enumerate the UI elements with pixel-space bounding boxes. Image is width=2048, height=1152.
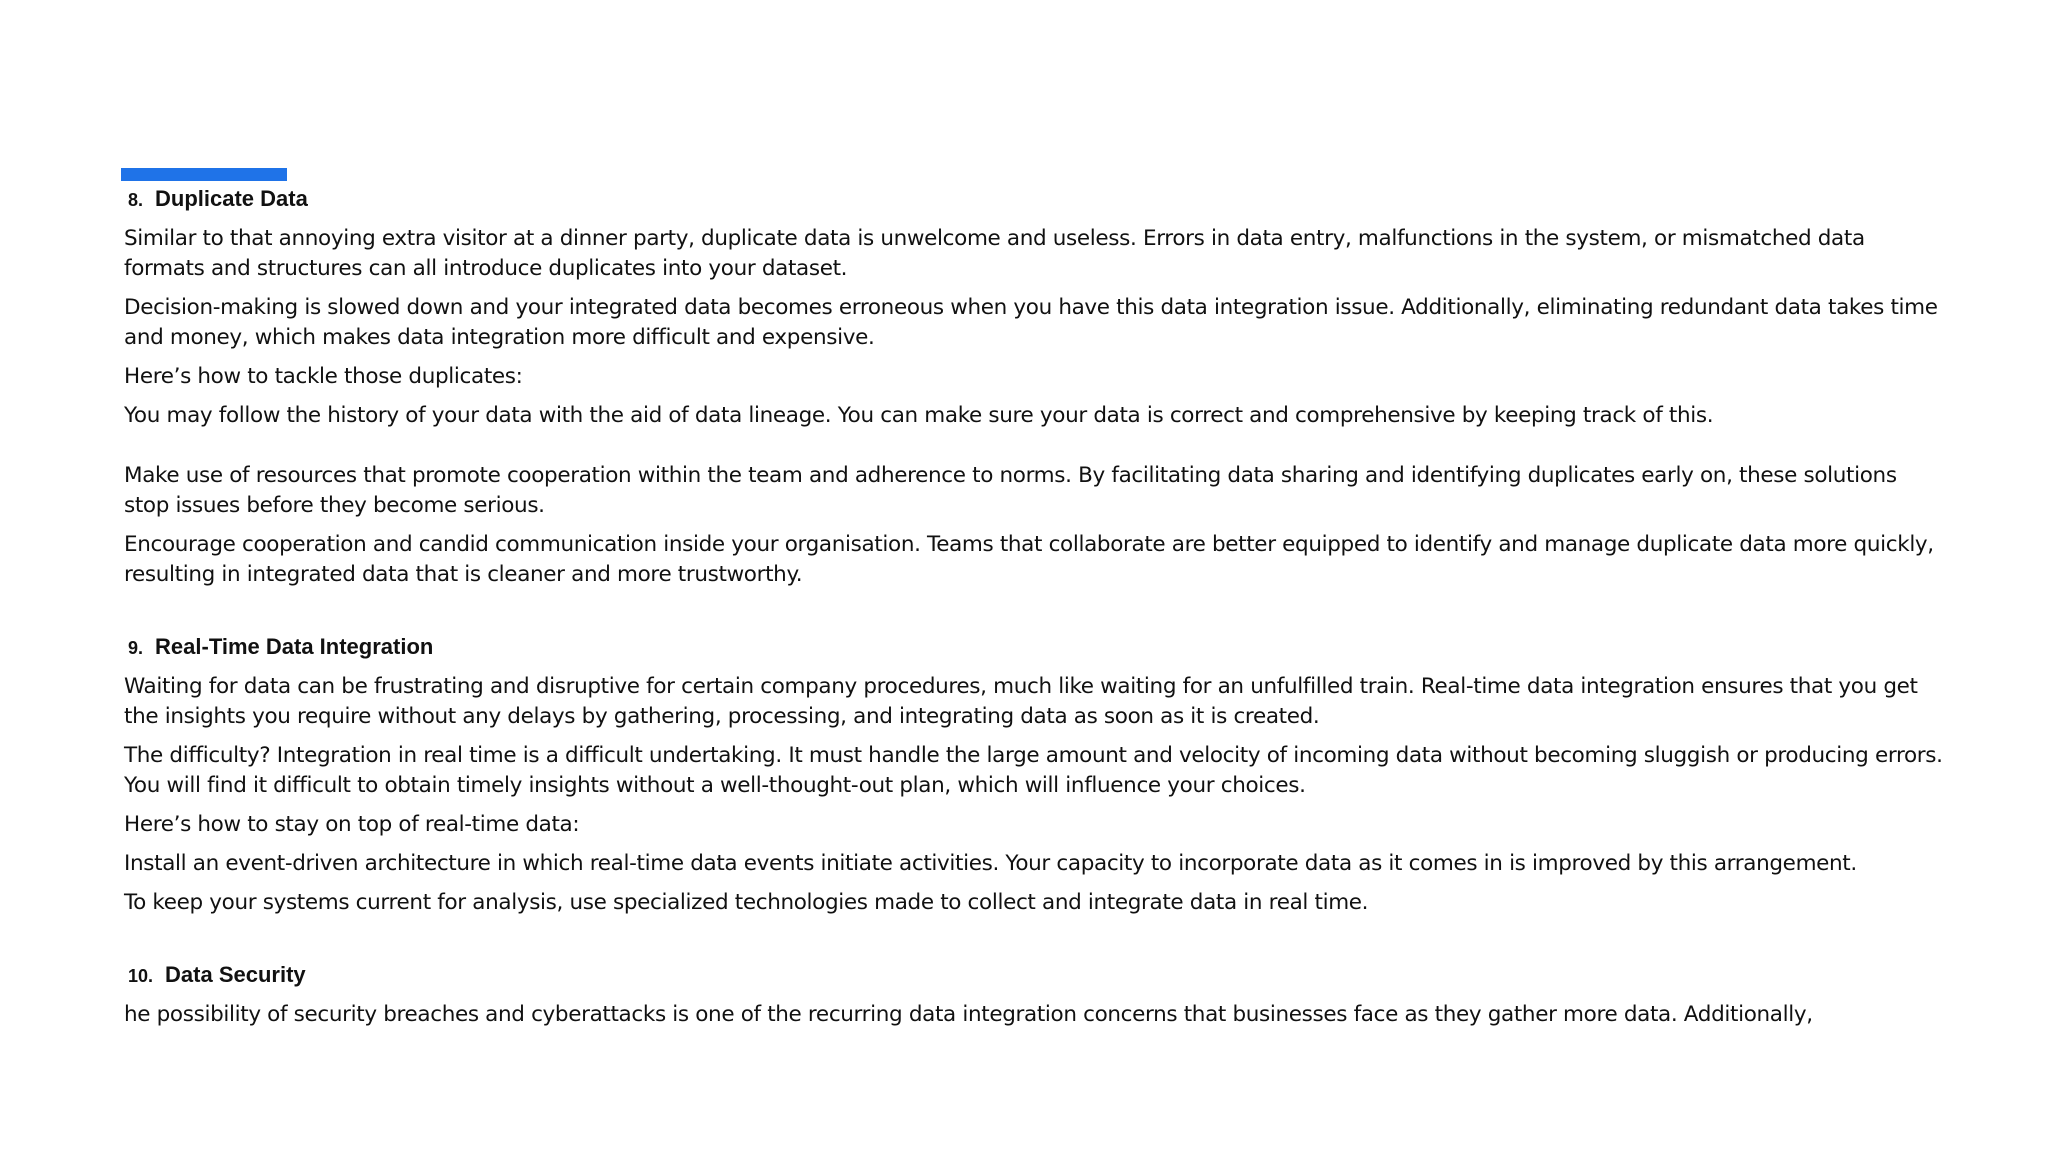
section-heading	[128, 634, 1944, 660]
paragraph: Similar to that annoying extra visitor at a dinner party, duplicate data is unwelcome and useless. Errors in data entry, malfunctions in the system, or mismatched data formats and structures can all introduce duplicates into your dataset.	[124, 226, 1865, 281]
paragraph: To keep your systems current for analysis, use specialized technologies made to collect and integrate data in real time.	[124, 890, 1369, 915]
accent-bar	[121, 168, 287, 181]
paragraph: Here’s how to stay on top of real-time data:	[124, 812, 580, 837]
section-title: Real-Time Data Integration	[155, 634, 434, 659]
paragraph: he possibility of security breaches and cyberattacks is one of the recurring data integration concerns that businesses face as they gather more data. Additionally,	[124, 1002, 1813, 1027]
section-number: 10.	[128, 966, 154, 986]
paragraph: Encourage cooperation and candid communication inside your organisation. Teams that collaborate are better equipped to identify and manage duplicate data more quickly, resulting in integrated data that is cleaner and more trustworthy.	[124, 532, 1934, 587]
article-content	[124, 186, 1944, 1039]
section-duplicate-data	[124, 186, 1944, 590]
section-real-time-data-integration	[124, 634, 1944, 918]
section-heading	[128, 186, 1944, 212]
section-number: 9.	[128, 638, 144, 658]
paragraph: Make use of resources that promote cooperation within the team and adherence to norms. By facilitating data sharing and identifying duplicates early on, these solutions stop issues before they become serious.	[124, 463, 1897, 518]
paragraph: Here’s how to tackle those duplicates:	[124, 364, 523, 389]
section-title: Duplicate Data	[155, 186, 308, 211]
section-number: 8.	[128, 190, 144, 210]
section-data-security	[124, 962, 1944, 1030]
paragraph: The difficulty? Integration in real time is a difficult undertaking. It must handle the large amount and velocity of incoming data without becoming sluggish or producing errors. You will find it difficult to obtain timely insights without a well-thought-out plan, which will influence your choices.	[124, 743, 1943, 798]
paragraph: Waiting for data can be frustrating and disruptive for certain company procedures, much like waiting for an unfulfilled train. Real-time data integration ensures that you get the insights you require without any delays by gathering, processing, and integrating data as soon as it is created.	[124, 674, 1918, 729]
paragraph: You may follow the history of your data with the aid of data lineage. You can make sure your data is correct and comprehensive by keeping track of this.	[124, 403, 1714, 428]
paragraph: Decision-making is slowed down and your integrated data becomes erroneous when you have this data integration issue. Additionally, eliminating redundant data takes time and money, which makes data integration more difficult and expensive.	[124, 295, 1938, 350]
section-title: Data Security	[165, 962, 306, 987]
section-heading	[128, 962, 1944, 988]
paragraph: Install an event-driven architecture in which real-time data events initiate activities. Your capacity to incorporate data as it comes in is improved by this arrangement.	[124, 851, 1857, 876]
